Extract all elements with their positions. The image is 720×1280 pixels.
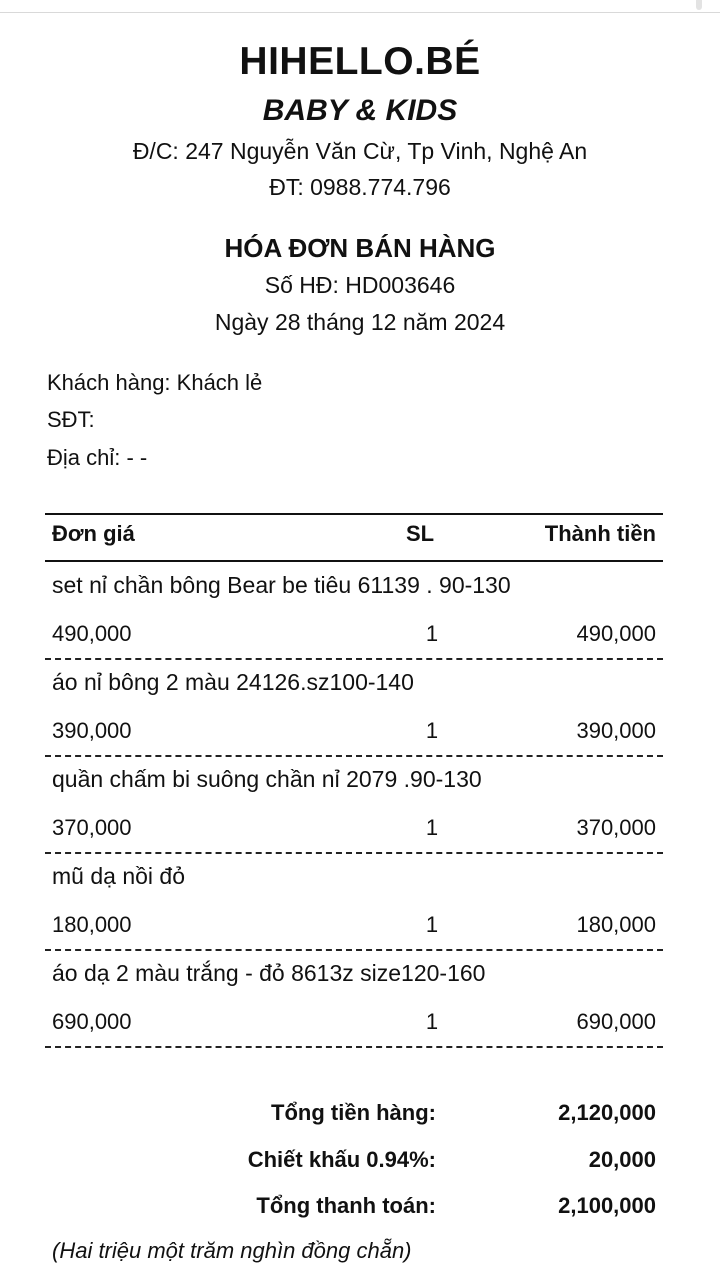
customer-name: Khách hàng: Khách lẻ [47,370,263,395]
store-subtitle: BABY & KIDS [262,94,458,127]
column-header-price: Đơn giá [52,521,135,546]
scrollbar[interactable] [696,0,702,10]
table-top-rule [45,513,663,515]
item-total: 370,000 [576,815,656,840]
table-row [45,950,663,1046]
item-price: 490,000 [52,621,132,646]
table-row [45,756,663,852]
item-qty: 1 [425,912,439,937]
item-total: 690,000 [576,1009,656,1034]
grand-total-value: 2,100,000 [558,1193,656,1218]
top-divider [0,12,720,13]
item-name: set nỉ chần bông Bear be tiêu 61139 . 90-130 [52,572,511,598]
item-name: áo dạ 2 màu trắng - đỏ 8613z size120-160 [52,960,486,986]
table-row [45,562,663,658]
amount-in-words: (Hai triệu một trăm nghìn đồng chẵn) [52,1238,412,1263]
item-price: 370,000 [52,815,132,840]
item-total: 490,000 [576,621,656,646]
store-phone: ĐT: 0988.774.796 [269,174,451,200]
item-total: 390,000 [576,718,656,743]
item-price: 390,000 [52,718,132,743]
item-qty: 1 [425,1009,439,1034]
row-divider [45,1046,663,1048]
item-name: quần chấm bi suông chần nỉ 2079 .90-130 [52,766,482,792]
subtotal-value: 2,120,000 [558,1100,656,1125]
item-price: 180,000 [52,912,132,937]
item-qty: 1 [425,815,439,840]
store-name: HIHELLO.BÉ [239,40,481,83]
table-row [45,659,663,755]
grand-total-label: Tổng thanh toán: [256,1193,436,1218]
store-address: Đ/C: 247 Nguyễn Văn Cừ, Tp Vinh, Nghệ An [132,138,588,164]
column-header-total: Thành tiền [544,521,656,546]
item-qty: 1 [425,718,439,743]
invoice-date: Ngày 28 tháng 12 năm 2024 [214,309,506,335]
customer-phone: SĐT: [47,407,95,432]
discount-label: Chiết khấu 0.94%: [247,1147,436,1172]
item-total: 180,000 [576,912,656,937]
invoice-number: Số HĐ: HD003646 [264,272,456,298]
subtotal-label: Tổng tiền hàng: [271,1100,436,1125]
discount-value: 20,000 [588,1147,656,1172]
column-header-qty: SL [405,521,435,546]
item-name: mũ dạ nồi đỏ [52,863,185,889]
customer-address: Địa chỉ: - - [47,445,148,470]
item-name: áo nỉ bông 2 màu 24126.sz100-140 [52,669,414,695]
table-row [45,853,663,949]
invoice-title: HÓA ĐƠN BÁN HÀNG [224,233,496,263]
item-price: 690,000 [52,1009,132,1034]
item-qty: 1 [425,621,439,646]
